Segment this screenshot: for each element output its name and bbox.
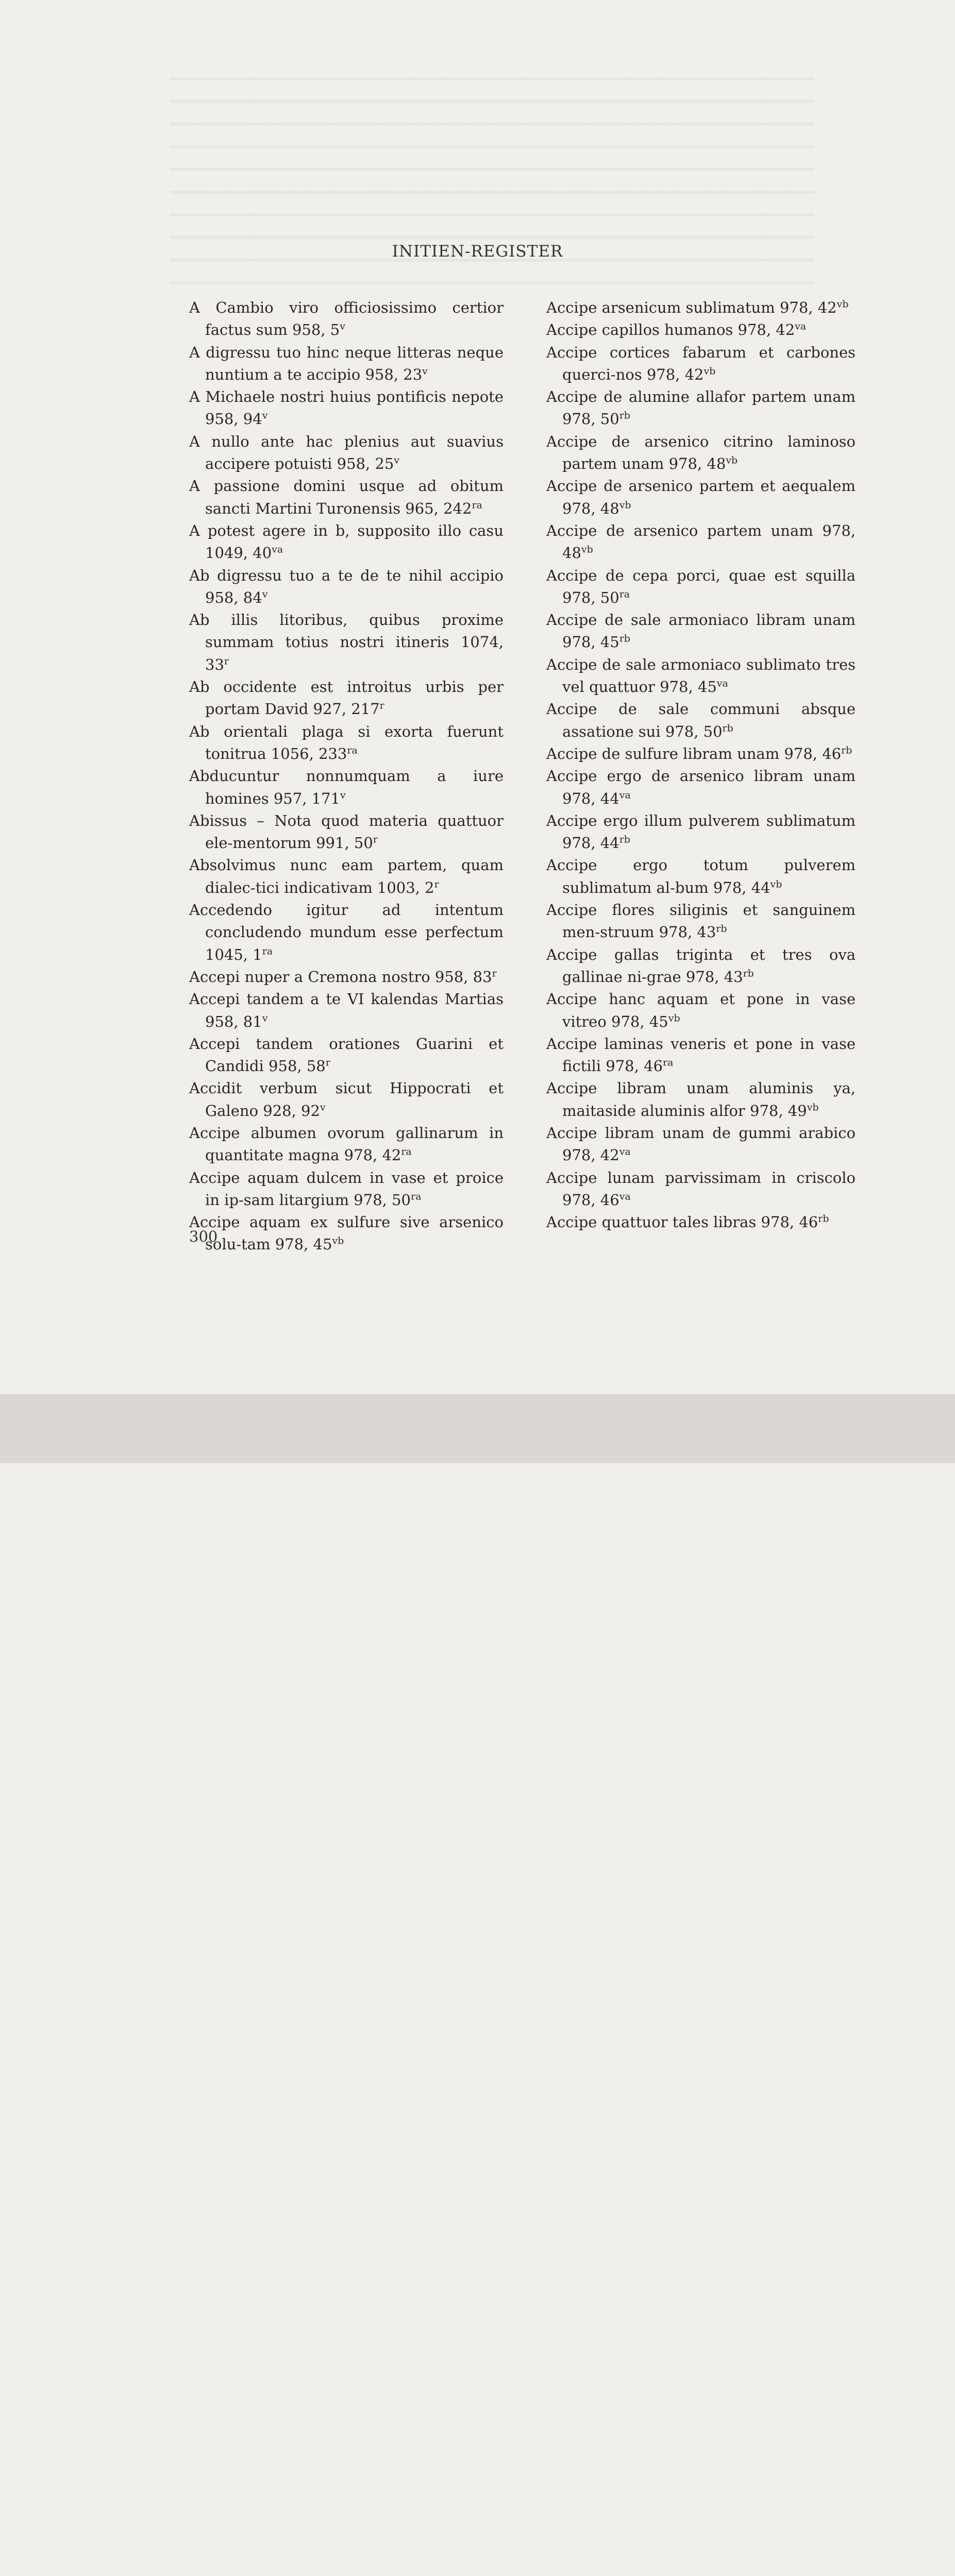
entry-text: Accipe gallas triginta et tres ova gallinae ni-grae 978, 43 <box>546 945 856 986</box>
folio-side: v <box>320 1101 326 1113</box>
folio-side: ra <box>401 1146 412 1158</box>
folio-side: rb <box>743 968 754 979</box>
folio-side: v <box>422 365 428 377</box>
index-entry <box>546 654 856 699</box>
index-entry <box>546 1077 856 1122</box>
folio-side: rb <box>818 1213 829 1225</box>
index-entry <box>189 1211 504 1256</box>
folio-side: va <box>795 320 807 332</box>
footer-bar <box>0 1394 955 1463</box>
index-entry <box>546 319 856 341</box>
entry-text: A potest agere in b, supposito illo casu 1049, 40 <box>189 521 504 562</box>
folio-side: r <box>379 700 384 711</box>
entry-text: Accidit verbum sicut Hippocrati et Galeno 928, 92 <box>189 1079 504 1120</box>
folio-side: r <box>224 655 229 667</box>
entry-text: Accipe quattuor tales libras 978, 46 <box>546 1213 818 1231</box>
page-number: 300 <box>189 1228 218 1245</box>
entry-text: Accedendo igitur ad intentum concludendo mundum esse perfectum 1045, 1 <box>189 901 504 963</box>
entry-text: Accipe ergo de arsenico libram unam 978, 44 <box>546 767 856 807</box>
folio-side: va <box>619 1191 631 1202</box>
entry-text: Accipe aquam dulcem in vase et proice in ip-sam litargium 978, 50 <box>189 1168 504 1209</box>
folio-side: v <box>394 454 400 466</box>
folio-side: va <box>619 1146 631 1158</box>
index-entry <box>546 475 856 520</box>
index-entry <box>546 342 856 386</box>
index-entry <box>546 810 856 855</box>
entry-text: A digressu tuo hinc neque litteras neque nuntium a te accipio 958, 23 <box>189 343 504 383</box>
folio-side: va <box>716 677 728 689</box>
index-entry <box>189 676 504 721</box>
folio-side: vb <box>703 365 716 377</box>
entry-text: Accipe de cepa porci, quae est squilla 978, 50 <box>546 566 856 606</box>
folio-side: vb <box>332 1235 344 1247</box>
index-entry <box>189 1122 504 1167</box>
index-entry <box>189 520 504 565</box>
entry-text: Accipe de sale armoniaco sublimato tres vel quattuor 978, 45 <box>546 655 856 696</box>
folio-side: vb <box>726 454 738 466</box>
entry-text: A nullo ante hac plenius aut suavius accipere potuisti 958, 25 <box>189 432 504 473</box>
folio-side: vb <box>807 1101 819 1113</box>
index-entry <box>546 854 856 899</box>
entry-text: Accipe arsenicum sublimatum 978, 42 <box>546 299 837 316</box>
entry-text: Accipe de arsenico partem unam 978, 48 <box>546 521 856 562</box>
folio-side: v <box>340 320 345 332</box>
folio-side: v <box>262 1012 268 1024</box>
show-through-text <box>170 77 814 294</box>
folio-side: rb <box>619 633 630 645</box>
folio-side: ra <box>472 499 482 511</box>
entry-text: A Michaele nostri huius pontificis nepote 958, 94 <box>189 388 504 428</box>
index-entry <box>546 944 856 989</box>
folio-side: rb <box>619 410 630 421</box>
index-entry <box>546 1033 856 1078</box>
entry-text: Accipe flores siliginis et sanguinem men-struum 978, 43 <box>546 901 856 941</box>
entry-text: Accipe aquam ex sulfure sive arsenico solu-tam 978, 45 <box>189 1213 504 1253</box>
entry-text: Ab orientali plaga si exorta fuerunt tonitrua 1056, 233 <box>189 722 504 762</box>
entry-text: Accipe de arsenico citrino laminoso partem unam 978, 48 <box>546 432 856 473</box>
folio-side: v <box>262 588 268 600</box>
folio-side: vb <box>619 499 631 511</box>
index-entry <box>189 342 504 386</box>
folio-side: r <box>325 1057 330 1069</box>
folio-side: rb <box>716 923 727 935</box>
index-entry <box>189 565 504 609</box>
index-entry <box>546 431 856 476</box>
entry-text: Absolvimus nunc eam partem, quam dialec-tici indicativam 1003, 2 <box>189 856 504 896</box>
index-entry <box>546 988 856 1033</box>
index-entry <box>546 297 856 319</box>
entry-text: Accepi tandem a te VI kalendas Martias 958, 81 <box>189 990 504 1030</box>
index-entry <box>546 765 856 810</box>
index-entry <box>189 899 504 966</box>
index-entry <box>546 520 856 565</box>
folio-side: ra <box>619 588 630 600</box>
index-entry <box>189 854 504 899</box>
entry-text: Accipe ergo illum pulverem sublimatum 978, 44 <box>546 811 856 852</box>
index-entry <box>189 966 504 988</box>
folio-side: rb <box>619 834 630 845</box>
index-entry <box>546 565 856 609</box>
index-entry <box>189 386 504 431</box>
index-entry <box>189 1033 504 1078</box>
folio-side: r <box>373 834 378 845</box>
index-entry <box>546 609 856 654</box>
right-column <box>546 297 856 1233</box>
folio-side: vb <box>668 1012 680 1024</box>
left-column <box>189 297 504 1256</box>
page-title: INITIEN-REGISTER <box>392 242 563 261</box>
folio-side: r <box>492 968 497 979</box>
index-entry <box>546 899 856 944</box>
entry-text: Accipe libram unam de gummi arabico 978, 42 <box>546 1124 856 1164</box>
entry-text: Accipe de sulfure libram unam 978, 46 <box>546 744 842 762</box>
index-entry <box>189 721 504 766</box>
entry-text: Abducuntur nonnumquam a iure homines 957, 171 <box>189 767 504 807</box>
index-entry <box>546 1122 856 1167</box>
entry-text: Accipe ergo totum pulverem sublimatum al-bum 978, 44 <box>546 856 856 896</box>
entry-text: Accipe de sale communi absque assatione sui 978, 50 <box>546 700 856 740</box>
entry-text: Accipe albumen ovorum gallinarum in quantitate magna 978, 42 <box>189 1124 504 1164</box>
folio-side: vb <box>836 298 849 310</box>
entry-text: Accipe de alumine allafor partem unam 978, 50 <box>546 388 856 428</box>
folio-side: rb <box>841 744 852 756</box>
index-entry <box>189 431 504 476</box>
entry-text: Accipe capillos humanos 978, 42 <box>546 321 795 339</box>
entry-text: Ab occidente est introitus urbis per portam David 927, 217 <box>189 678 504 718</box>
entry-text: Accipe de sale armoniaco libram unam 978, 45 <box>546 611 856 651</box>
folio-side: ra <box>662 1057 674 1069</box>
index-entry <box>546 1211 856 1233</box>
folio-side: r <box>434 878 439 890</box>
index-entry <box>189 1167 504 1212</box>
entry-text: Accipe hanc aquam et pone in vase vitreo 978, 45 <box>546 990 856 1030</box>
index-entry <box>189 1077 504 1122</box>
entry-text: Accepi tandem orationes Guarini et Candidi 958, 58 <box>189 1035 504 1075</box>
entry-text: Accipe lunam parvissimam in criscolo 978, 46 <box>546 1168 856 1209</box>
index-entry <box>189 988 504 1033</box>
folio-side: rb <box>722 722 733 734</box>
entry-text: Ab digressu tuo a te de te nihil accipio 958, 84 <box>189 566 504 606</box>
folio-side: va <box>619 789 631 801</box>
entry-text: Ab illis litoribus, quibus proxime summam totius nostri itineris 1074, 33 <box>189 611 504 673</box>
folio-side: vb <box>770 878 782 890</box>
entry-text: Accipe de arsenico partem et aequalem 978, 48 <box>546 477 856 517</box>
index-entry <box>189 810 504 855</box>
index-entry <box>189 475 504 520</box>
folio-side: ra <box>262 945 273 957</box>
folio-side: vb <box>581 544 593 555</box>
index-entry <box>546 386 856 431</box>
entry-text: Abissus – Nota quod materia quattuor ele-mentorum 991, 50 <box>189 811 504 852</box>
entry-text: Accepi nuper a Cremona nostro 958, 83 <box>189 968 492 986</box>
entry-text: Accipe laminas veneris et pone in vase fictili 978, 46 <box>546 1035 856 1075</box>
folio-side: v <box>340 789 346 801</box>
folio-side: ra <box>347 744 358 756</box>
index-entry <box>189 765 504 810</box>
folio-side: v <box>262 410 268 421</box>
folio-side: ra <box>410 1191 422 1202</box>
entry-text: A passione domini usque ad obitum sancti Martini Turonensis 965, 242 <box>189 477 504 517</box>
folio-side: va <box>272 544 283 555</box>
index-entry <box>546 1167 856 1212</box>
entry-text: Accipe libram unam aluminis ya, maitaside aluminis alfor 978, 49 <box>546 1079 856 1120</box>
index-entry <box>546 698 856 743</box>
index-entry <box>546 743 856 765</box>
entry-text: A Cambio viro officiosissimo certior factus sum 958, 5 <box>189 299 504 339</box>
index-entry <box>189 297 504 342</box>
entry-text: Accipe cortices fabarum et carbones querci-nos 978, 42 <box>546 343 856 383</box>
index-entry <box>189 609 504 676</box>
